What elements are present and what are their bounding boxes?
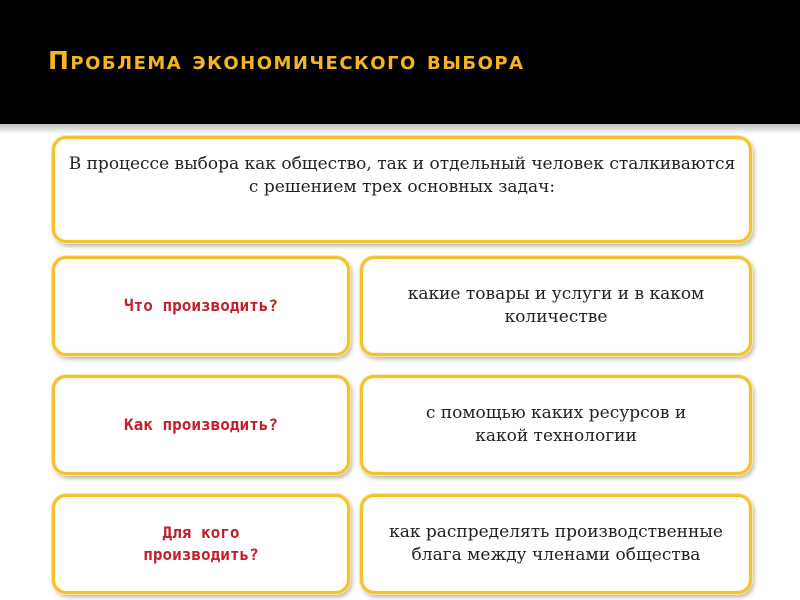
question-text-for-whom: Для кого производить?: [143, 523, 259, 564]
title-shadow: [0, 124, 800, 134]
question-text-how: Как производить?: [123, 415, 279, 435]
intro-text: В процессе выбора как общество, так и отдельный человек сталкиваются с решением трех основных задач:: [68, 154, 736, 198]
slide-title: Проблема экономического выбора: [48, 46, 525, 75]
question-box-what: [52, 256, 350, 356]
question-box-how: [52, 375, 350, 475]
answer-text-what: какие товары и услуги и в каком количестве: [407, 283, 705, 327]
answer-text-for-whom: как распределять производственные блага между членами общества: [389, 521, 723, 565]
question-box-for-whom: [52, 494, 350, 594]
answer-text-how: с помощью каких ресурсов и какой технологии: [425, 402, 687, 446]
question-text-what: Что производить?: [123, 296, 279, 316]
answer-box-what: [360, 256, 752, 356]
answer-box-for-whom: [360, 494, 752, 594]
answer-box-how: [360, 375, 752, 475]
intro-box: [52, 136, 752, 243]
